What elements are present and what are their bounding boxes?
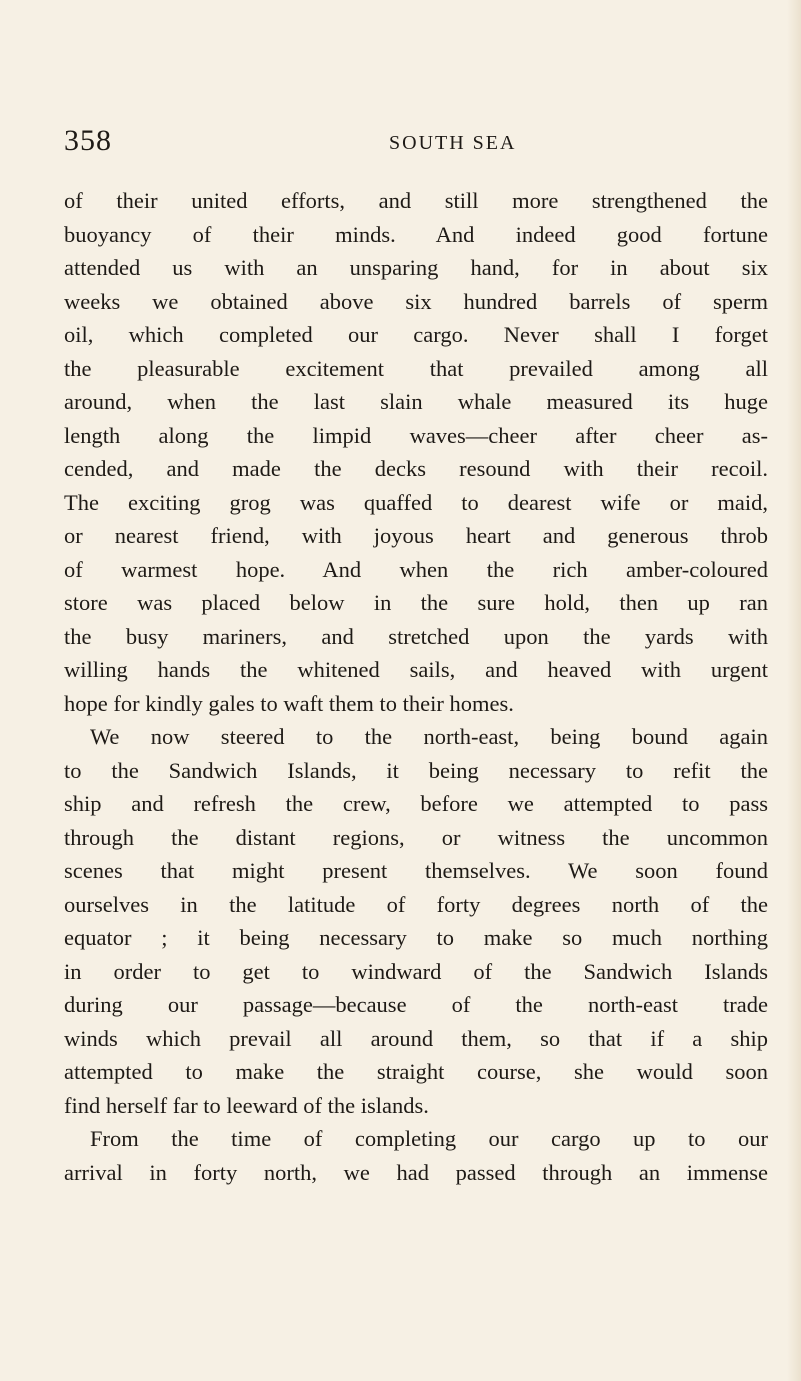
text-line: buoyancy of their minds. And indeed good fortune — [64, 221, 768, 247]
text-line-paragraph-end: find herself far to leeward of the islands. — [64, 1092, 429, 1118]
text-line: through the distant regions, or witness the uncommon — [64, 824, 768, 850]
text-line-paragraph-start: We now steered to the north-east, being bound again — [90, 724, 768, 749]
text-line: ourselves in the latitude of forty degrees north of the — [64, 891, 768, 917]
text-line: length along the limpid waves—cheer after cheer as- — [64, 422, 768, 448]
page-number: 358 — [64, 124, 112, 157]
text-line: equator ; it being necessary to make so much northing — [64, 925, 768, 950]
text-line: store was placed below in the sure hold, then up ran — [64, 590, 768, 615]
text-line: willing hands the whitened sails, and heaved with urgent — [64, 657, 768, 682]
text-line: arrival in forty north, we had passed through an immense — [64, 1159, 768, 1185]
text-line: or nearest friend, with joyous heart and generous throb — [64, 523, 768, 548]
body-text — [64, 184, 768, 1189]
running-title: SOUTH SEA — [389, 132, 517, 154]
page-edge-shadow — [787, 0, 801, 1381]
text-line: winds which prevail all around them, so that if a ship — [64, 1025, 768, 1051]
text-line: attended us with an unsparing hand, for in about six — [64, 255, 768, 280]
text-line: weeks we obtained above six hundred barrels of sperm — [64, 288, 768, 314]
text-line-paragraph-end: hope for kindly gales to waft them to their homes. — [64, 690, 514, 716]
text-line: oil, which completed our cargo. Never shall I forget — [64, 322, 768, 347]
text-line-paragraph-start: From the time of completing our cargo up to our — [90, 1126, 768, 1151]
text-line: The exciting grog was quaffed to dearest wife or maid, — [64, 489, 768, 515]
text-line: in order to get to windward of the Sandwich Islands — [64, 958, 768, 984]
text-line: ship and refresh the crew, before we attempted to pass — [64, 791, 768, 816]
running-head — [64, 124, 764, 164]
text-line: the pleasurable excitement that prevailed among all — [64, 355, 768, 381]
text-line: the busy mariners, and stretched upon the yards with — [64, 623, 768, 649]
text-line: attempted to make the straight course, she would soon — [64, 1059, 768, 1084]
text-line: to the Sandwich Islands, it being necessary to refit the — [64, 757, 768, 783]
text-line: cended, and made the decks resound with their recoil. — [64, 456, 768, 481]
text-line: of their united efforts, and still more strengthened the — [64, 188, 768, 213]
text-line: scenes that might present themselves. We soon found — [64, 858, 768, 883]
text-line: around, when the last slain whale measured its huge — [64, 389, 768, 414]
text-line: of warmest hope. And when the rich amber-coloured — [64, 556, 768, 582]
text-line: during our passage—because of the north-east trade — [64, 992, 768, 1017]
